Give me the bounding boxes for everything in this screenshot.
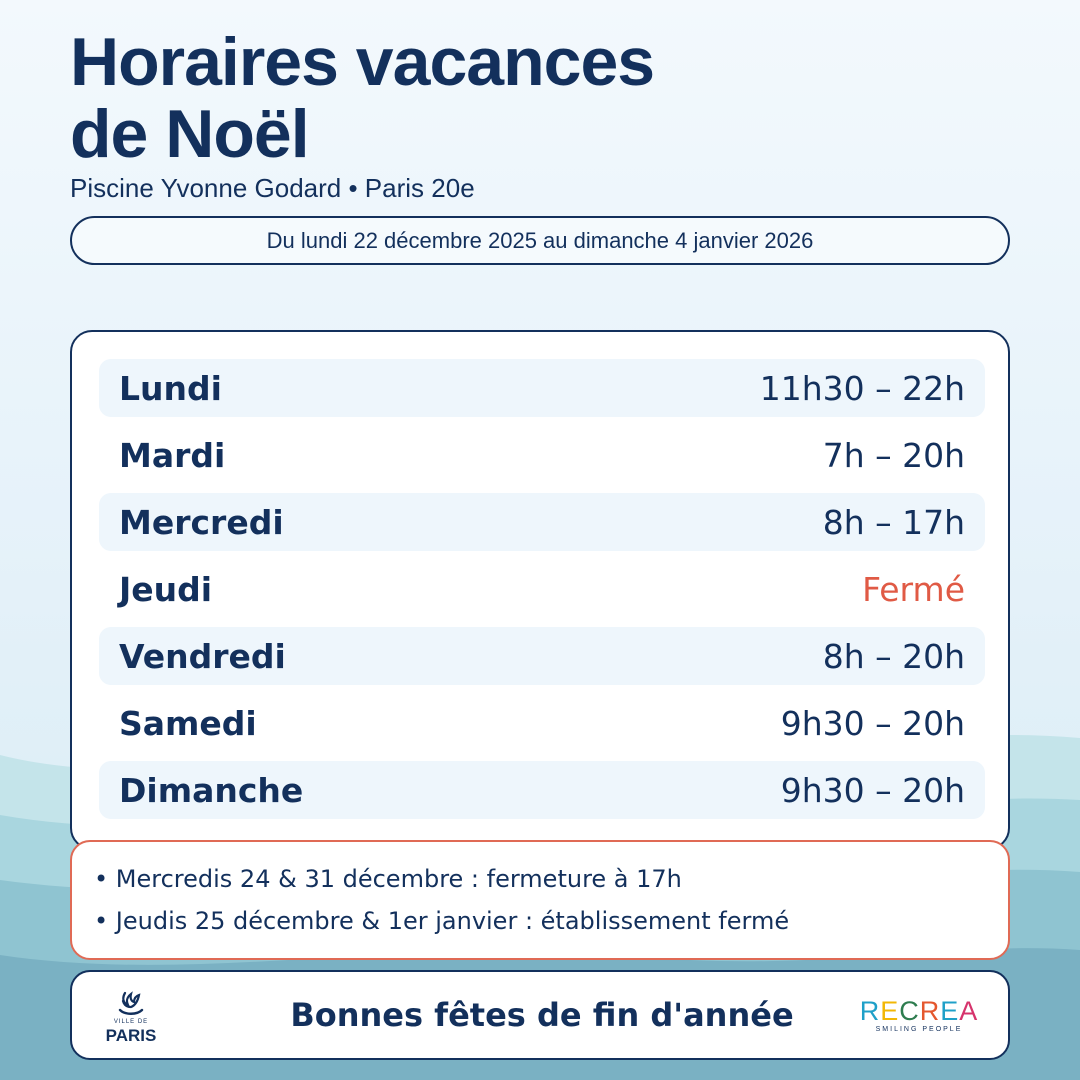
recrea-letter: E [940,996,960,1026]
hours-row-lundi [99,359,985,417]
time-value: 11h30 – 22h [759,368,965,408]
hours-row-jeudi [99,560,985,618]
hours-row-dimanche [99,761,985,819]
recrea-wordmark [856,996,982,1026]
page-title [70,26,654,170]
opening-hours-list [99,359,985,828]
time-value: 7h – 20h [822,435,965,475]
recrea-logo [856,996,982,1036]
day-label: Samedi [119,703,257,743]
paris-logo-small-text: VILLE DE [113,1019,149,1025]
opening-hours-card [70,330,1010,850]
time-value: 8h – 20h [822,636,965,676]
closed-status: Fermé [862,569,965,609]
time-value: 8h – 17h [822,502,965,542]
day-label: Vendredi [119,636,286,676]
day-label: Dimanche [119,770,304,810]
day-label: Mercredi [119,502,284,542]
title-line-1: Horaires vacances [70,24,655,100]
day-label: Jeudi [119,569,213,609]
footer-card [70,970,1010,1060]
hours-row-mercredi [99,493,985,551]
recrea-letter: R [859,996,881,1026]
exceptions-notes-card [70,840,1010,960]
note-item: • Jeudis 25 décembre & 1er janvier : établissement fermé [94,907,790,935]
hours-row-vendredi [99,627,985,685]
season-greeting: Bonnes fêtes de fin d'année [290,996,794,1034]
time-value: 9h30 – 20h [780,703,965,743]
hours-row-samedi [99,694,985,752]
time-value: 9h30 – 20h [780,770,965,810]
recrea-letter: C [899,996,920,1026]
recrea-letter: R [919,996,941,1026]
hours-row-mardi [99,426,985,484]
recrea-letter: E [880,996,900,1026]
date-range-text: Du lundi 22 décembre 2025 au dimanche 4 janvier 2026 [266,227,814,253]
day-label: Lundi [119,368,222,408]
date-range-pill [70,216,1010,265]
subtitle: Piscine Yvonne Godard • Paris 20e [70,173,475,203]
note-item: • Mercredis 24 & 31 décembre : fermeture à 17h [94,865,682,893]
paris-logo-word: PARIS [105,1026,157,1045]
title-line-2: de Noël [70,96,309,172]
recrea-tagline: SMILING PEOPLE [875,1026,963,1033]
day-label: Mardi [119,435,226,475]
recrea-letter: A [959,996,979,1026]
